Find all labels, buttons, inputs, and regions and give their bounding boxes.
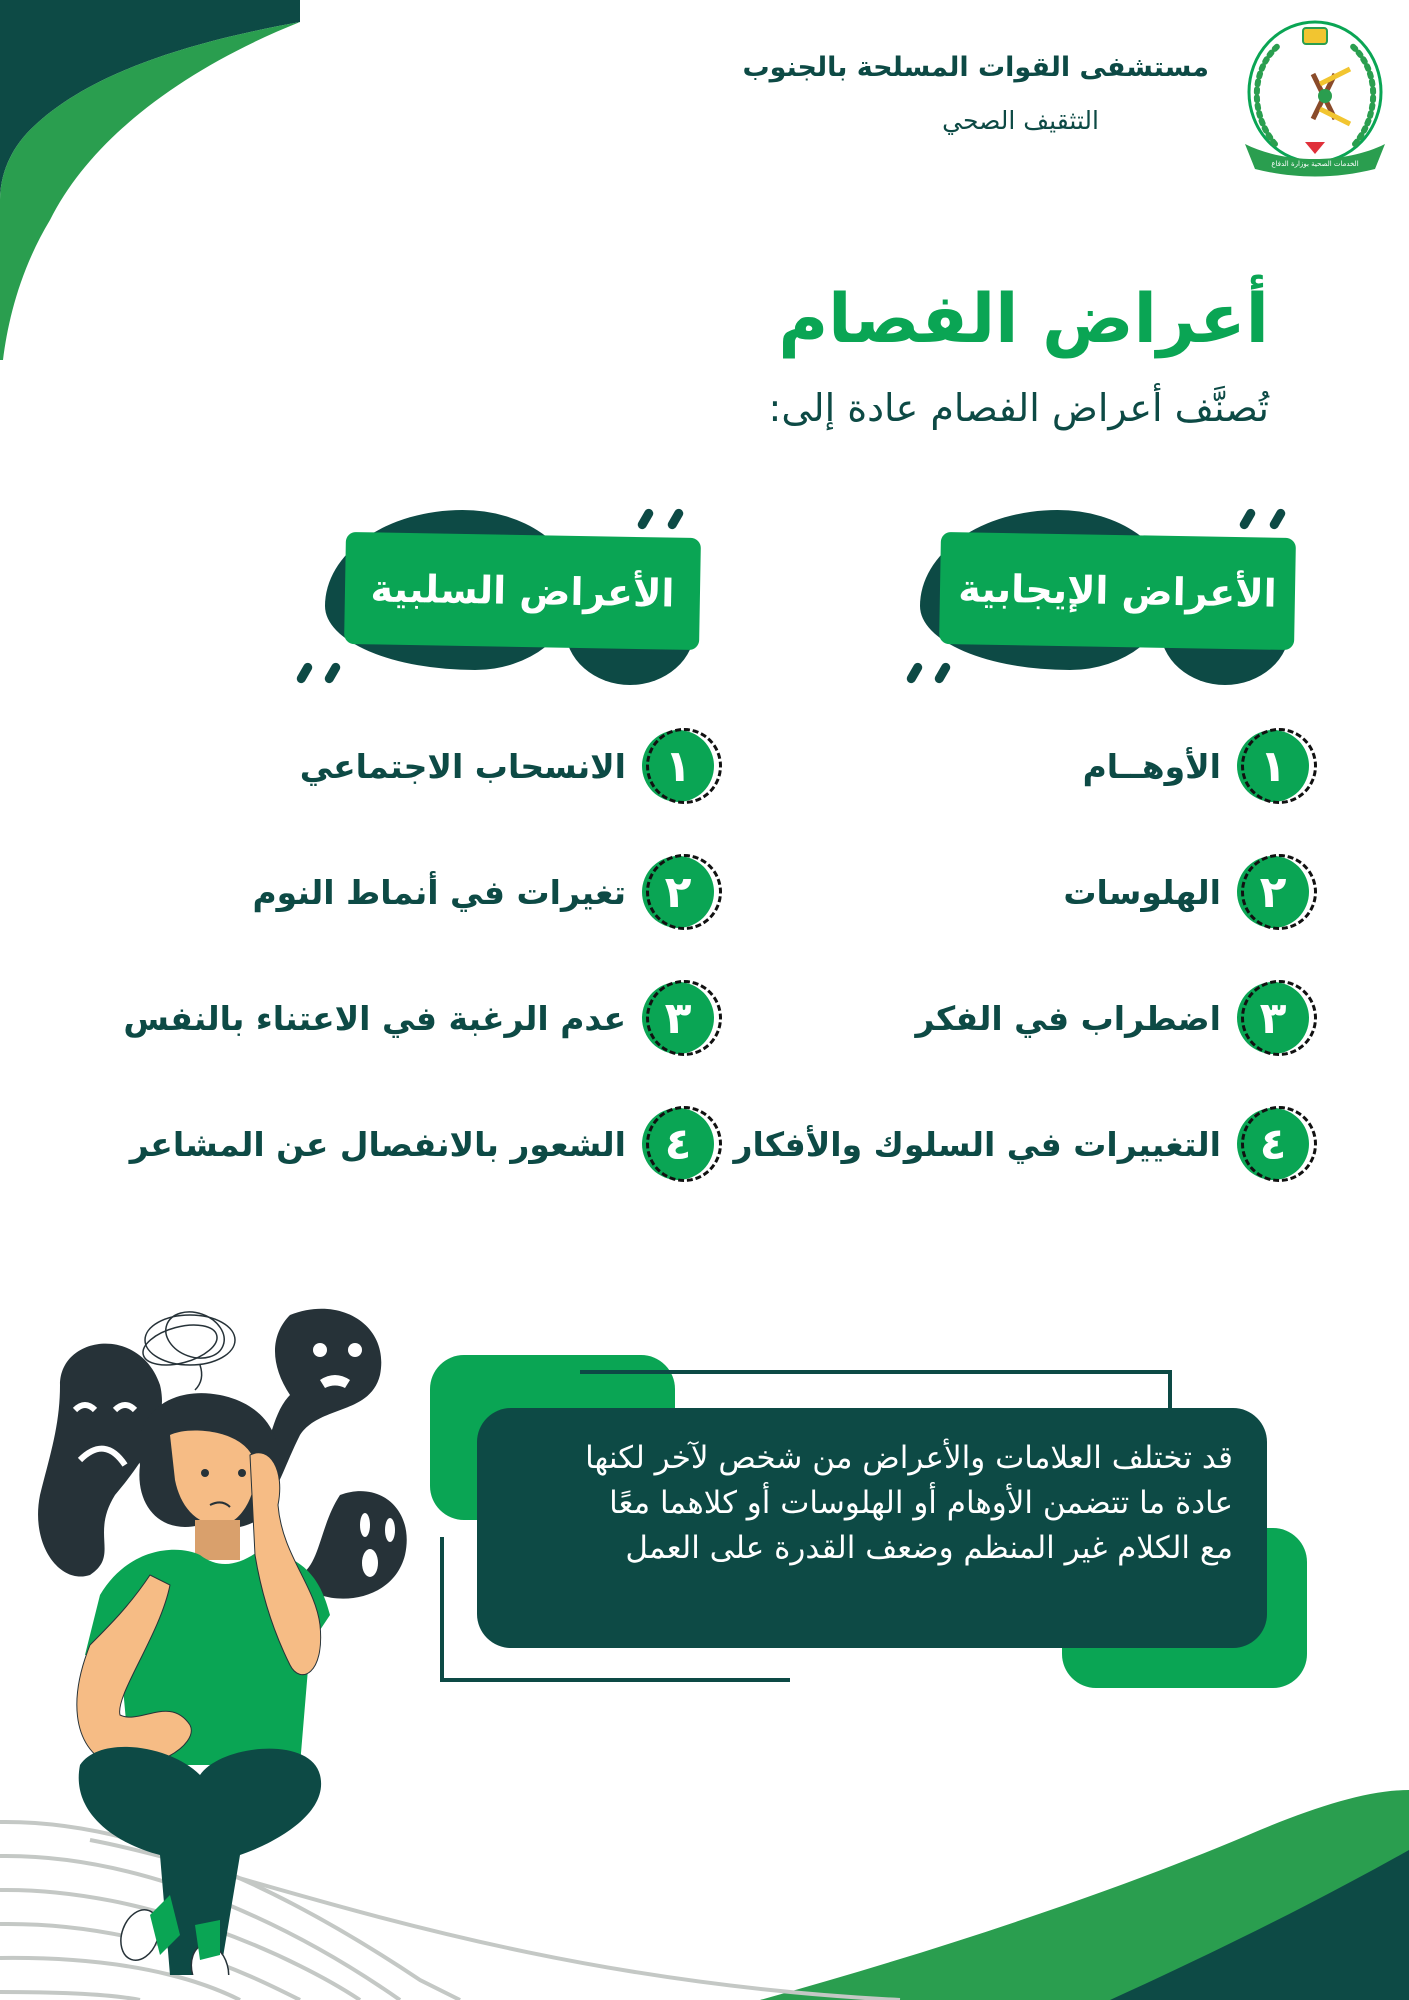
symptom-label: الشعور بالانفصال عن المشاعر <box>129 1124 626 1164</box>
dash-decoration <box>1268 507 1287 531</box>
number-badge: ٤ <box>642 1108 714 1180</box>
hospital-name: مستشفى القوات المسلحة بالجنوب <box>742 52 1209 83</box>
note-line-3: مع الكلام غير المنظم وضعف القدرة على العمل <box>625 1529 1233 1566</box>
number-badge: ٣ <box>1237 982 1309 1054</box>
list-item <box>114 977 714 1059</box>
frame-line <box>580 1370 1170 1374</box>
department-name: التثقيف الصحي <box>942 106 1099 135</box>
number-badge: ٣ <box>642 982 714 1054</box>
dash-decoration <box>1238 507 1257 531</box>
dash-decoration <box>666 507 685 531</box>
dash-decoration <box>295 661 314 685</box>
list-item <box>749 851 1309 933</box>
page-subtitle: تُصنَّف أعراض الفصام عادة إلى: <box>768 386 1269 430</box>
note-box <box>477 1408 1267 1648</box>
negative-symptoms-list <box>114 725 714 1229</box>
dash-decoration <box>323 661 342 685</box>
positive-symptoms-list <box>733 725 1309 1229</box>
anxious-person-illustration <box>20 1295 420 1975</box>
frame-line <box>440 1537 444 1682</box>
category-label: الأعراض السلبية <box>344 532 701 650</box>
list-item <box>749 977 1309 1059</box>
frame-line <box>440 1678 790 1682</box>
symptom-label: الهلوسات <box>1063 872 1221 912</box>
list-item <box>114 1103 714 1185</box>
list-item <box>733 1103 1309 1185</box>
number-badge: ٢ <box>1237 856 1309 928</box>
logo-caption: الخدمات الصحية بوزارة الدفاع <box>1271 160 1359 168</box>
note-section <box>425 1350 1315 1680</box>
dash-decoration <box>933 661 952 685</box>
page-title: أعراض الفصام <box>778 280 1269 359</box>
list-item <box>114 851 714 933</box>
category-positive-header <box>880 500 1300 690</box>
number-badge: ٤ <box>1237 1108 1309 1180</box>
note-line-2: عادة ما تتضمن الأوهام أو الهلوسات أو كلاهما معًا <box>609 1484 1233 1521</box>
category-negative-header <box>285 500 705 690</box>
list-item <box>114 725 714 807</box>
symptom-label: عدم الرغبة في الاعتناء بالنفس <box>123 998 626 1038</box>
symptom-label: الأوهــام <box>1082 746 1221 786</box>
note-line-1: قد تختلف العلامات والأعراض من شخص لآخر لكنها <box>585 1440 1233 1476</box>
number-badge: ٢ <box>642 856 714 928</box>
symptom-label: اضطراب في الفكر <box>915 998 1221 1038</box>
number-badge: ١ <box>642 730 714 802</box>
symptom-label: تغيرات في أنماط النوم <box>252 872 626 912</box>
symptom-label: التغييرات في السلوك والأفكار <box>733 1124 1221 1164</box>
number-badge: ١ <box>1237 730 1309 802</box>
dash-decoration <box>636 507 655 531</box>
dash-decoration <box>905 661 924 685</box>
top-left-wave-decoration <box>0 0 320 360</box>
category-label: الأعراض الإيجابية <box>939 532 1296 650</box>
symptom-label: الانسحاب الاجتماعي <box>299 746 626 786</box>
list-item <box>749 725 1309 807</box>
hospital-logo-emblem <box>1235 14 1395 179</box>
